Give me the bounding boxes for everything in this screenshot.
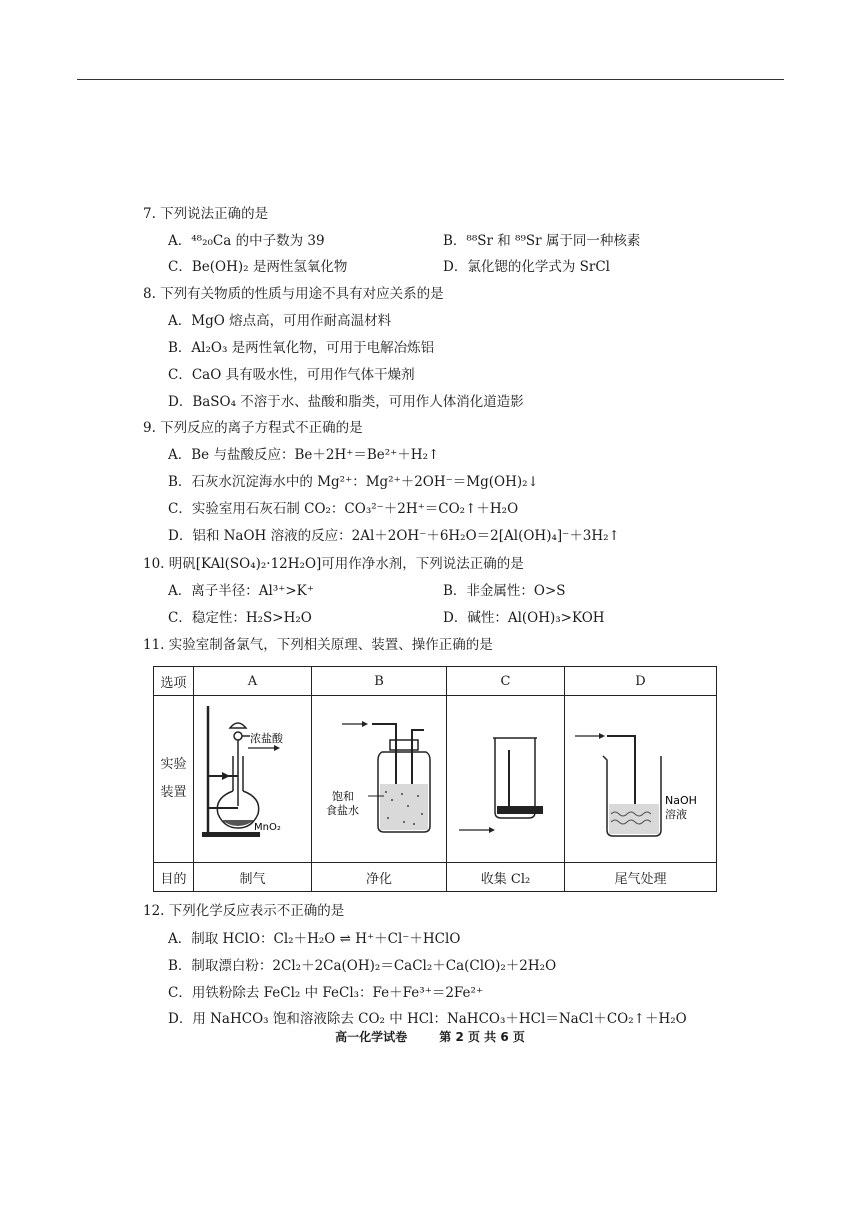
label-naoh: NaOH [665, 794, 697, 807]
question-7-stem: 7. 下列说法正确的是 [143, 206, 269, 222]
header-rule [77, 79, 784, 80]
purpose-label: 目的 [154, 863, 194, 892]
q9-option-d: D．铝和 NaOH 溶液的反应：2Al＋2OH⁻＋6H₂O＝2[Al(OH)₄]⁻＋3H₂↑ [168, 528, 620, 544]
table-header-b: B [312, 667, 447, 696]
q10-option-d: D．碱性：Al(OH)₃>KOH [443, 610, 605, 626]
page-footer [0, 1028, 860, 1045]
device-label-line-2: 装置 [160, 785, 187, 800]
apparatus-c-cell [447, 696, 565, 863]
gas-collection-diagram [447, 696, 564, 858]
device-label [154, 696, 194, 863]
purpose-c: 收集 Cl₂ [447, 863, 565, 892]
q7-option-b: B．⁸⁸Sr 和 ⁸⁹Sr 属于同一种核素 [443, 233, 641, 249]
q12-option-c: C．用铁粉除去 FeCl₂ 中 FeCl₃：Fe＋Fe³⁺＝2Fe²⁺ [168, 985, 484, 1001]
q8-option-c: C．CaO 具有吸水性，可用作气体干燥剂 [168, 367, 415, 383]
footer-title: 高一化学试卷 [335, 1030, 408, 1044]
q8-option-d: D．BaSO₄ 不溶于水、盐酸和脂类，可用作人体消化道造影 [168, 394, 524, 410]
q10-option-b: B．非金属性：O>S [443, 583, 566, 599]
apparatus-d-cell [565, 696, 717, 863]
device-label-line-1: 实验 [160, 757, 187, 772]
q10-option-c: C．稳定性：H₂S>H₂O [168, 610, 312, 626]
question-12-stem: 12. 下列化学反应表示不正确的是 [143, 903, 345, 919]
label-mno2: MnO₂ [254, 822, 281, 833]
q7-option-a: A．⁴⁸₂₀Ca 的中子数为 39 [168, 233, 325, 249]
label-brine: 食盐水 [326, 804, 359, 817]
q8-option-b: B．Al₂O₃ 是两性氧化物，可用于电解冶炼铝 [168, 340, 435, 356]
table-header-label: 选项 [154, 667, 194, 696]
tail-gas-treatment-diagram [565, 696, 716, 858]
gas-generator-diagram [194, 696, 311, 858]
label-conc-hcl: 浓盐酸 [250, 732, 283, 745]
table-header-c: C [447, 667, 565, 696]
q12-option-d: D．用 NaHCO₃ 饱和溶液除去 CO₂ 中 HCl：NaHCO₃＋HCl＝NaCl＋CO₂↑＋H₂O [168, 1011, 687, 1027]
question-10-stem: 10. 明矾[KAl(SO₄)₂·12H₂O]可用作净水剂，下列说法正确的是 [143, 556, 524, 572]
footer-page-number: 第 2 页 共 6 页 [439, 1030, 525, 1044]
q9-option-b: B．石灰水沉淀海水中的 Mg²⁺：Mg²⁺＋2OH⁻＝Mg(OH)₂↓ [168, 474, 539, 490]
q12-option-b: B．制取漂白粉：2Cl₂＋2Ca(OH)₂＝CaCl₂＋Ca(ClO)₂＋2H₂O [168, 958, 557, 974]
apparatus-table [153, 666, 717, 892]
q7-option-c: C．Be(OH)₂ 是两性氢氧化物 [168, 259, 348, 275]
q9-option-c: C．实验室用石灰石制 CO₂：CO₃²⁻＋2H⁺＝CO₂↑＋H₂O [168, 501, 519, 517]
purpose-a: 制气 [194, 863, 312, 892]
question-11-stem: 11. 实验室制备氯气，下列相关原理、装置、操作正确的是 [143, 637, 493, 653]
apparatus-b-cell [312, 696, 447, 863]
q10-option-a: A．离子半径：Al³⁺>K⁺ [168, 583, 314, 599]
table-header-d: D [565, 667, 717, 696]
q9-option-a: A．Be 与盐酸反应：Be＋2H⁺＝Be²⁺＋H₂↑ [168, 447, 440, 463]
q8-option-a: A．MgO 熔点高，可用作耐高温材料 [168, 313, 392, 329]
purpose-d: 尾气处理 [565, 863, 717, 892]
q7-option-d: D．氯化锶的化学式为 SrCl [443, 259, 610, 275]
q12-option-a: A．制取 HClO：Cl₂＋H₂O ⇌ H⁺＋Cl⁻＋HClO [168, 931, 461, 947]
label-saturated: 饱和 [332, 790, 354, 803]
purpose-b: 净化 [312, 863, 447, 892]
table-header-a: A [194, 667, 312, 696]
apparatus-a-cell [194, 696, 312, 863]
gas-washing-bottle-diagram [312, 696, 446, 858]
question-8-stem: 8. 下列有关物质的性质与用途不具有对应关系的是 [143, 286, 444, 302]
label-solution: 溶液 [665, 808, 687, 821]
question-9-stem: 9. 下列反应的离子方程式不正确的是 [143, 420, 363, 436]
